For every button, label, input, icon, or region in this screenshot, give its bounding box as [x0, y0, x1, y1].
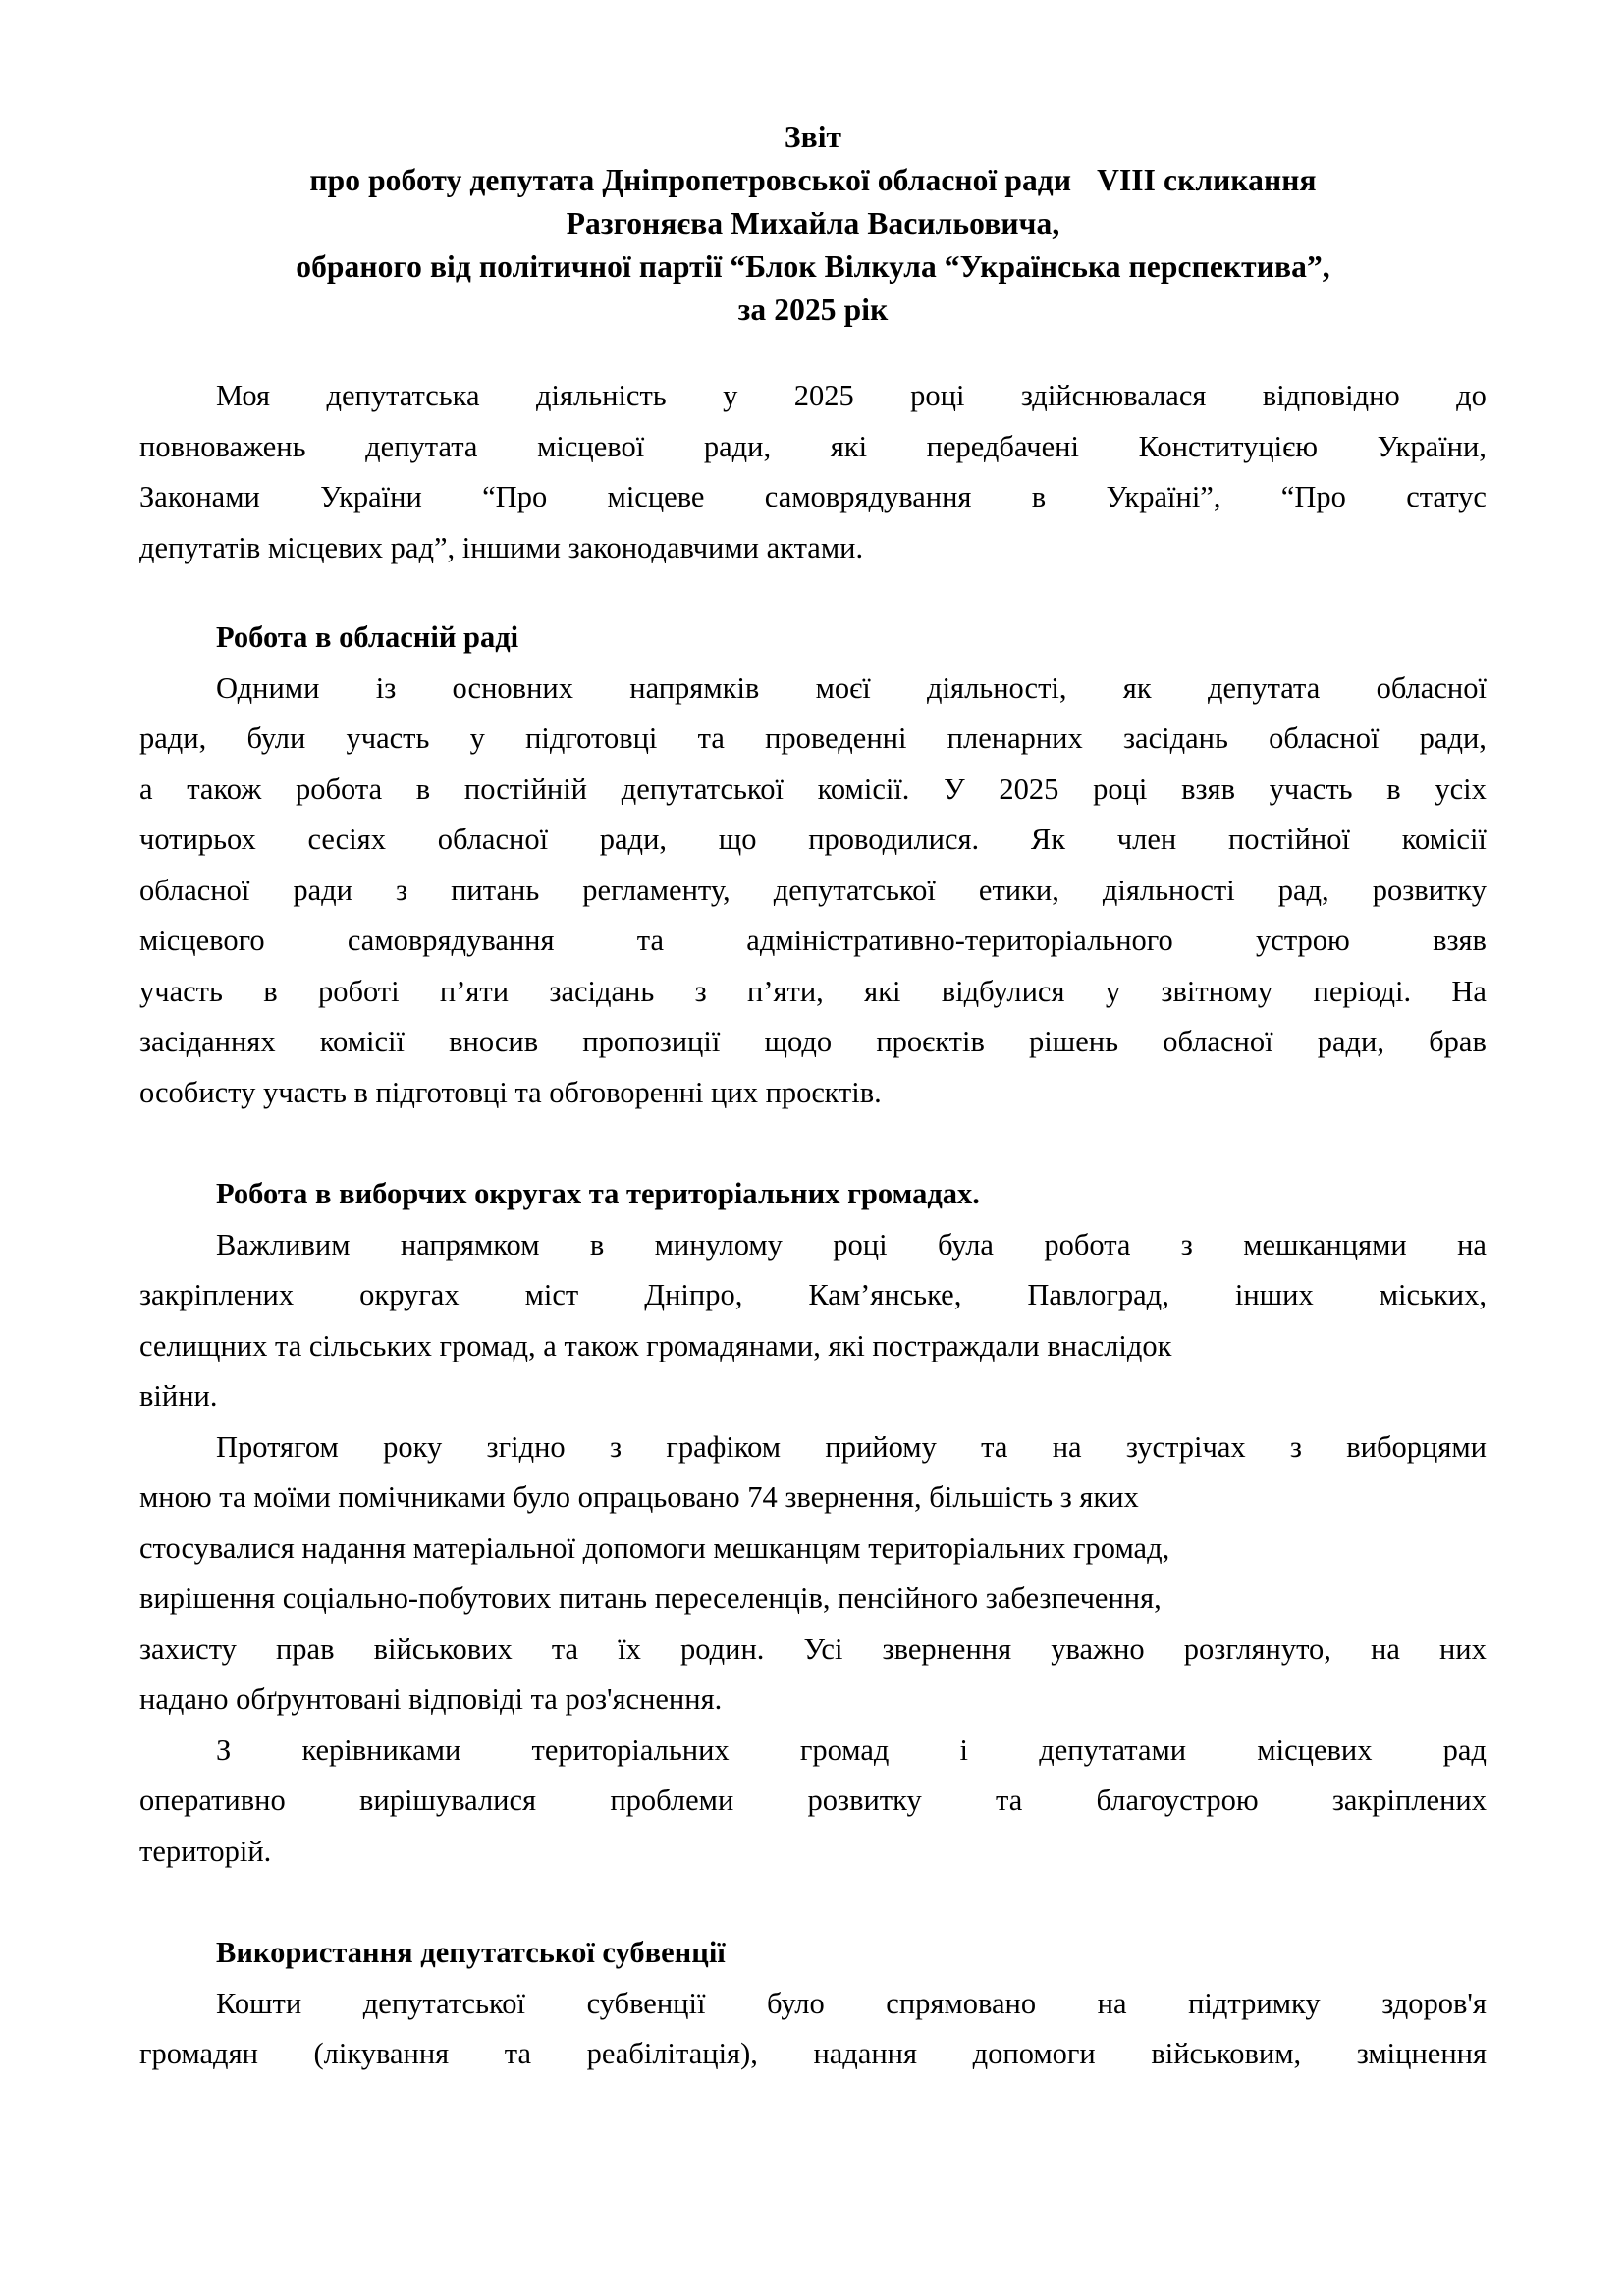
- word: в: [1386, 772, 1401, 806]
- word: благоустрою: [1096, 1784, 1259, 1817]
- word: підтримку: [1188, 1986, 1321, 2020]
- word: громадян: [139, 2037, 258, 2070]
- word: засідань: [1122, 721, 1228, 755]
- section-heading-subvention: Використання депутатської субвенції: [216, 1936, 726, 1969]
- word: рішень: [1029, 1025, 1119, 1058]
- word: участь: [139, 974, 223, 1008]
- word: пропозиції: [582, 1025, 721, 1058]
- word: з: [396, 873, 408, 907]
- word: рад: [1442, 1733, 1487, 1767]
- word: засіданнях: [139, 1025, 276, 1058]
- title-line-2: [139, 159, 1487, 202]
- word: військовим,: [1151, 2037, 1302, 2070]
- spacer-before-section-3: [139, 1877, 1487, 1928]
- s2p2-line-6: надано обґрунтовані відповіді та роз'яснення.: [139, 1682, 723, 1716]
- word: пленарних: [947, 721, 1083, 755]
- section-1-paragraph: [139, 664, 1487, 1119]
- word: Моя: [216, 379, 271, 412]
- word: родин.: [679, 1631, 765, 1666]
- word: з: [1180, 1227, 1193, 1261]
- intro-line-2: [139, 422, 1487, 473]
- word: питань: [451, 873, 540, 907]
- word: “Про: [482, 480, 548, 513]
- word: у: [723, 379, 738, 412]
- word: графіком: [666, 1429, 782, 1464]
- word: чотирьох: [139, 823, 256, 856]
- word: в: [589, 1227, 605, 1261]
- word: депутата: [365, 429, 478, 463]
- word: військових: [373, 1631, 513, 1666]
- word: депутатами: [1039, 1733, 1187, 1767]
- s2p1-line-4: війни.: [139, 1379, 218, 1413]
- word: ради,: [1419, 721, 1487, 755]
- word: спрямовано: [886, 1986, 1037, 2020]
- word: (лікування: [313, 2037, 450, 2070]
- word: інших: [1234, 1278, 1314, 1311]
- section-2-paragraph-3: [139, 1726, 1487, 1878]
- s2p2-line-1: [139, 1422, 1487, 1473]
- word: Законами: [139, 480, 260, 513]
- word: депутата: [1207, 670, 1321, 705]
- s2p3-line-3: територій.: [139, 1834, 272, 1868]
- word: комісії.: [817, 772, 910, 806]
- word: надання: [813, 2037, 918, 2070]
- word: постійній: [463, 772, 588, 806]
- word: на: [1371, 1631, 1400, 1666]
- word: “Про: [1280, 480, 1346, 513]
- word: діяльності,: [927, 670, 1067, 705]
- title-line-1: Звіт: [784, 120, 842, 154]
- s3-line-2: [139, 2029, 1487, 2080]
- word: у: [1105, 974, 1121, 1008]
- title-line-4: обраного від політичної партії “Блок Вілкула “Українська перспектива”,: [296, 249, 1330, 284]
- word: робота: [296, 772, 383, 806]
- word: п’яти,: [746, 974, 824, 1008]
- word: згідно: [486, 1429, 566, 1464]
- s1-line-2: [139, 714, 1487, 765]
- word: депутатської: [621, 772, 784, 806]
- word: ради: [293, 873, 353, 907]
- word: як: [1122, 670, 1152, 705]
- word: громад: [799, 1733, 890, 1767]
- word: вносив: [449, 1025, 539, 1058]
- word: мешканцями: [1243, 1227, 1407, 1261]
- s2p2-line-2: мною та моїми помічниками було опрацьовано 74 звернення, більшість з яких: [139, 1480, 1139, 1514]
- word: участь: [1269, 772, 1353, 806]
- s1-line-8: [139, 1017, 1487, 1068]
- word: самоврядування: [764, 480, 972, 513]
- word: обласної: [1163, 1025, 1273, 1058]
- word: допомоги: [972, 2037, 1096, 2070]
- word: закріплених: [1331, 1784, 1487, 1817]
- word: закріплених: [139, 1278, 295, 1311]
- word: регламенту,: [582, 873, 731, 907]
- word: до: [1456, 379, 1487, 412]
- s1-line-9: особисту участь в підготовці та обговоренні цих проєктів.: [139, 1075, 882, 1109]
- word: в: [415, 772, 431, 806]
- word: основних: [452, 670, 573, 705]
- word: ради,: [139, 721, 207, 755]
- word: напрямком: [400, 1227, 540, 1261]
- word: передбачені: [926, 429, 1079, 463]
- word: здійснювалася: [1020, 379, 1207, 412]
- word: Конституцією: [1138, 429, 1319, 463]
- word: минулому: [654, 1227, 783, 1261]
- word: та: [697, 721, 725, 755]
- intro-line-1: [139, 371, 1487, 422]
- s2p2-line-3: стосувалися надання матеріальної допомоги мешканцям територіальних громад,: [139, 1530, 1170, 1565]
- word: на: [1097, 1986, 1127, 2020]
- word: періоді.: [1313, 974, 1412, 1008]
- word: Кошти: [216, 1986, 302, 2020]
- word: в: [1031, 480, 1047, 513]
- section-2-paragraph-1: [139, 1220, 1487, 1422]
- title-line-3: Разгоняєва Михайла Васильовича,: [566, 206, 1060, 240]
- s3-line-1: [139, 1979, 1487, 2030]
- section-2-paragraph-2: [139, 1422, 1487, 1726]
- s2p3-line-1: [139, 1726, 1487, 1777]
- word: проблеми: [610, 1784, 734, 1817]
- word: які: [864, 974, 901, 1008]
- title-line-5: за 2025 рік: [737, 293, 889, 327]
- section-heading-oblast-council: Робота в обласній раді: [216, 620, 519, 654]
- word: звітному: [1161, 974, 1273, 1008]
- word: та: [996, 1784, 1023, 1817]
- word: самоврядування: [347, 924, 555, 957]
- word: була: [937, 1227, 994, 1261]
- word: в: [263, 974, 278, 1008]
- word: розглянуто,: [1183, 1631, 1331, 1666]
- word: 2025: [793, 379, 854, 412]
- word: проводилися.: [808, 823, 980, 856]
- word: депутатської: [773, 873, 936, 907]
- word: проєктів: [876, 1025, 985, 1058]
- word: Одними: [216, 670, 320, 705]
- s2p2-line-4: вирішення соціально-побутових питань переселенців, пенсійного забезпечення,: [139, 1581, 1162, 1615]
- word: діяльності: [1102, 873, 1235, 907]
- word: У: [944, 772, 965, 806]
- word: місцевих: [1257, 1733, 1373, 1767]
- s1-line-5: [139, 866, 1487, 917]
- word: прийому: [825, 1429, 937, 1464]
- s1-line-6: [139, 916, 1487, 967]
- word: засідань: [549, 974, 655, 1008]
- s1-line-7: [139, 967, 1487, 1018]
- s2p1-line-2: [139, 1270, 1487, 1321]
- word: моєї: [815, 670, 871, 705]
- word: ради,: [1317, 1025, 1384, 1058]
- spacer-before-section-1: [139, 573, 1487, 613]
- document-title-block: [139, 116, 1487, 332]
- word: зустрічах: [1125, 1429, 1246, 1464]
- word: розвитку: [1372, 873, 1487, 907]
- word: Україні”,: [1106, 480, 1221, 513]
- word: вирішувалися: [358, 1784, 537, 1817]
- word: статус: [1406, 480, 1487, 513]
- word: а: [139, 772, 153, 806]
- s2p1-line-1: [139, 1220, 1487, 1271]
- word: На: [1451, 974, 1487, 1008]
- word: устрою: [1256, 924, 1350, 957]
- word: прав: [275, 1631, 335, 1666]
- word: підготовці: [525, 721, 658, 755]
- word: діяльність: [535, 379, 667, 412]
- word: та: [551, 1631, 579, 1666]
- s2p2-line-5: [139, 1625, 1487, 1676]
- section-heading-districts-communities: Робота в виборчих округах та територіальних громадах.: [216, 1177, 980, 1210]
- word: обласної: [1269, 721, 1380, 755]
- word: етики,: [978, 873, 1059, 907]
- word: Павлоград,: [1027, 1278, 1169, 1311]
- word: з: [609, 1429, 623, 1464]
- word: взяв: [1433, 924, 1487, 957]
- word: щодо: [764, 1025, 833, 1058]
- word: міст: [524, 1278, 579, 1311]
- word: Протягом: [216, 1429, 339, 1464]
- s1-line-4: [139, 815, 1487, 866]
- word: проведенні: [765, 721, 907, 755]
- word: напрямків: [629, 670, 760, 705]
- word: сесіях: [307, 823, 386, 856]
- word: адміністративно-територіального: [746, 924, 1173, 957]
- word: звернення: [882, 1631, 1012, 1666]
- word: уважно: [1051, 1631, 1145, 1666]
- word: України: [320, 480, 422, 513]
- word: обласної: [437, 823, 549, 856]
- word: оперативно: [139, 1784, 286, 1817]
- word: та: [636, 924, 665, 957]
- word: здоров'я: [1381, 1986, 1487, 2020]
- word: роботі: [317, 974, 400, 1008]
- s2p1-line-3: селищних та сільських громад, а також громадянами, які постраждали внаслідок: [139, 1328, 1172, 1362]
- word: член: [1116, 823, 1177, 856]
- word: реабілітація),: [586, 2037, 758, 2070]
- word: Як: [1030, 823, 1066, 856]
- word: розвитку: [807, 1784, 922, 1817]
- intro-paragraph: [139, 371, 1487, 573]
- word: було: [766, 1986, 825, 2020]
- word: місцевого: [139, 924, 265, 957]
- word: місцеве: [607, 480, 705, 513]
- word: депутатської: [362, 1986, 525, 2020]
- word: місцевої: [537, 429, 645, 463]
- word: керівниками: [301, 1733, 461, 1767]
- word: на: [1457, 1227, 1487, 1261]
- word: та: [504, 2037, 532, 2070]
- word: З: [216, 1733, 232, 1767]
- word: році: [1093, 772, 1148, 806]
- word: року: [383, 1429, 443, 1464]
- word: з: [694, 974, 707, 1008]
- word: брав: [1429, 1025, 1487, 1058]
- intro-line-4: депутатів місцевих рад”, іншими законодавчими актами.: [139, 530, 864, 564]
- s1-line-1: [139, 664, 1487, 715]
- word: що: [718, 823, 757, 856]
- spacer-after-title: [139, 332, 1487, 371]
- word: субвенції: [586, 1986, 706, 2020]
- word: усіх: [1435, 772, 1487, 806]
- s2p3-line-2: [139, 1776, 1487, 1827]
- word: п’яти: [439, 974, 510, 1008]
- intro-line-3: [139, 472, 1487, 523]
- word: територіальних: [531, 1733, 730, 1767]
- word: обласної: [139, 873, 250, 907]
- word: захисту: [139, 1631, 237, 1666]
- word: Важливим: [216, 1227, 351, 1261]
- title-line-2-main: про роботу депутата Дніпропетровської обласної ради: [309, 163, 1072, 197]
- word: відбулися: [941, 974, 1065, 1008]
- spacer-before-section-2: [139, 1118, 1487, 1169]
- word: взяв: [1181, 772, 1235, 806]
- word: округах: [359, 1278, 460, 1311]
- word: ради,: [599, 823, 668, 856]
- word: були: [246, 721, 306, 755]
- word: виборцями: [1346, 1429, 1487, 1464]
- word: 2025: [999, 772, 1059, 806]
- word: також: [187, 772, 262, 806]
- section-3-paragraph: [139, 1979, 1487, 2080]
- word: рад,: [1277, 873, 1329, 907]
- word: Усі: [803, 1631, 843, 1666]
- word: комісії: [319, 1025, 405, 1058]
- word: обласної: [1376, 670, 1487, 705]
- title-line-2-convocation: VIII скликання: [1097, 163, 1317, 197]
- word: та: [981, 1429, 1008, 1464]
- word: у: [469, 721, 485, 755]
- s1-line-3: [139, 765, 1487, 816]
- word: Дніпро,: [644, 1278, 743, 1311]
- word: депутатська: [326, 379, 480, 412]
- word: них: [1438, 1631, 1487, 1666]
- word: і: [959, 1733, 969, 1767]
- word: зміцнення: [1356, 2037, 1487, 2070]
- word: міських,: [1379, 1278, 1487, 1311]
- word: році: [910, 379, 965, 412]
- word: участь: [346, 721, 430, 755]
- word: їх: [618, 1631, 641, 1666]
- word: із: [375, 670, 397, 705]
- word: постійної: [1227, 823, 1350, 856]
- word: України,: [1377, 429, 1487, 463]
- word: відповідно: [1262, 379, 1400, 412]
- word: повноважень: [139, 429, 306, 463]
- word: які: [830, 429, 868, 463]
- word: Кам’янське,: [808, 1278, 962, 1311]
- word: комісії: [1401, 823, 1487, 856]
- word: на: [1052, 1429, 1082, 1464]
- word: ради,: [703, 429, 772, 463]
- word: робота: [1044, 1227, 1131, 1261]
- word: з: [1289, 1429, 1302, 1464]
- word: році: [833, 1227, 888, 1261]
